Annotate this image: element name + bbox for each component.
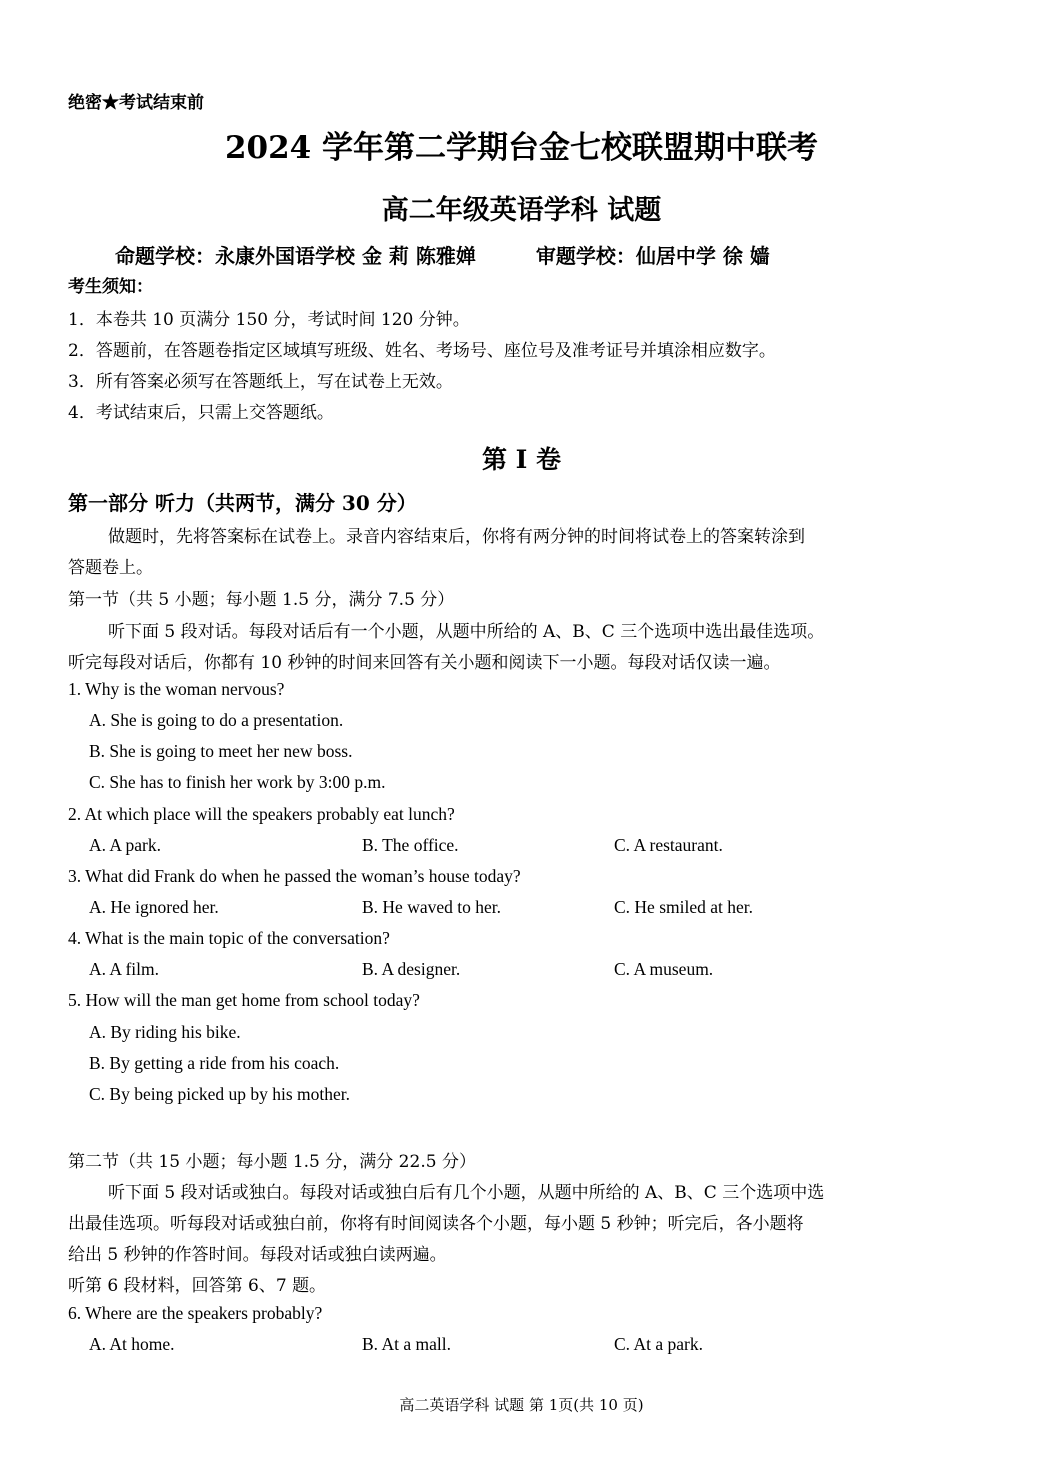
reviewer-school: 审题学校：仙居中学 徐 嫱 [535, 244, 770, 268]
question-stem: 6. Where are the speakers probably? [68, 1303, 323, 1323]
part1-intro: 答题卷上。 [68, 558, 153, 578]
notice-heading: 考生须知： [68, 277, 153, 297]
option-c: C. She has to finish her work by 3:00 p.m. [89, 772, 386, 792]
confidential-label: 绝密★考试结束前 [68, 93, 204, 113]
notice-item: 1．本卷共 10 页满分 150 分，考试时间 120 分钟。 [68, 310, 470, 330]
option-a: A. A film. [89, 959, 160, 979]
option-c: C. He smiled at her. [614, 897, 754, 917]
notice-item: 3．所有答案必须写在答题纸上，写在试卷上无效。 [68, 372, 453, 392]
option-b: B. By getting a ride from his coach. [89, 1053, 340, 1073]
option-c: C. A museum. [614, 959, 714, 979]
option-a: A. A park. [89, 835, 161, 855]
option-b: B. She is going to meet her new boss. [89, 741, 353, 761]
option-b: B. At a mall. [362, 1334, 451, 1354]
option-c: C. At a park. [614, 1334, 703, 1354]
section2-instructions: 出最佳选项。听每段对话或独白前，你将有时间阅读各个小题，每小题 5 秒钟；听完后，各小题将 [68, 1214, 804, 1234]
material-label: 听第 6 段材料，回答第 6、7 题。 [68, 1276, 327, 1296]
option-a: A. He ignored her. [89, 897, 219, 917]
notice-item: 4．考试结束后，只需上交答题纸。 [68, 403, 334, 423]
option-b: B. The office. [362, 835, 459, 855]
setter-school: 命题学校：永康外国语学校 金 莉 陈雅婵 [115, 244, 476, 268]
setter-info [115, 240, 770, 269]
section2-heading: 第二节（共 15 小题；每小题 1.5 分，满分 22.5 分） [68, 1152, 476, 1172]
volume-heading: 第 I 卷 [481, 445, 562, 474]
page-footer: 高二英语学科 试题 第 1页(共 10 页) [399, 1396, 644, 1414]
question-stem: 2. At which place will the speakers probably eat lunch? [68, 804, 455, 824]
part1-heading: 第一部分 听力（共两节，满分 30 分） [68, 491, 417, 515]
section1-instructions: 听下面 5 段对话。每段对话后有一个小题，从题中所给的 A、B、C 三个选项中选出最佳选项。 [108, 622, 825, 642]
option-b: B. He waved to her. [362, 897, 501, 917]
part1-intro: 做题时，先将答案标在试卷上。录音内容结束后，你将有两分钟的时间将试卷上的答案转涂到 [108, 527, 805, 547]
question-stem: 1. Why is the woman nervous? [68, 679, 285, 699]
question-stem: 5. How will the man get home from school today? [68, 990, 420, 1010]
exam-subtitle: 高二年级英语学科 试题 [381, 195, 662, 226]
option-a: A. By riding his bike. [89, 1022, 241, 1042]
notice-item: 2．答题前，在答题卷指定区域填写班级、姓名、考场号、座位号及准考证号并填涂相应数字。 [68, 341, 776, 361]
option-a: A. She is going to do a presentation. [89, 710, 344, 730]
section1-instructions: 听完每段对话后，你都有 10 秒钟的时间来回答有关小题和阅读下一小题。每段对话仅读一遍。 [68, 653, 781, 673]
option-c: C. By being picked up by his mother. [89, 1084, 351, 1104]
section2-instructions: 给出 5 秒钟的作答时间。每段对话或独白读两遍。 [68, 1245, 447, 1265]
section1-heading: 第一节（共 5 小题；每小题 1.5 分，满分 7.5 分） [68, 590, 455, 610]
option-c: C. A restaurant. [614, 835, 723, 855]
exam-title: 2024 学年第二学期台金七校联盟期中联考 [224, 130, 819, 166]
question-stem: 3. What did Frank do when he passed the woman’s house today? [68, 866, 521, 886]
option-b: B. A designer. [362, 959, 461, 979]
option-a: A. At home. [89, 1334, 175, 1354]
section2-instructions: 听下面 5 段对话或独白。每段对话或独白后有几个小题，从题中所给的 A、B、C 三个选项中选 [108, 1183, 825, 1203]
question-stem: 4. What is the main topic of the conversation? [68, 928, 390, 948]
